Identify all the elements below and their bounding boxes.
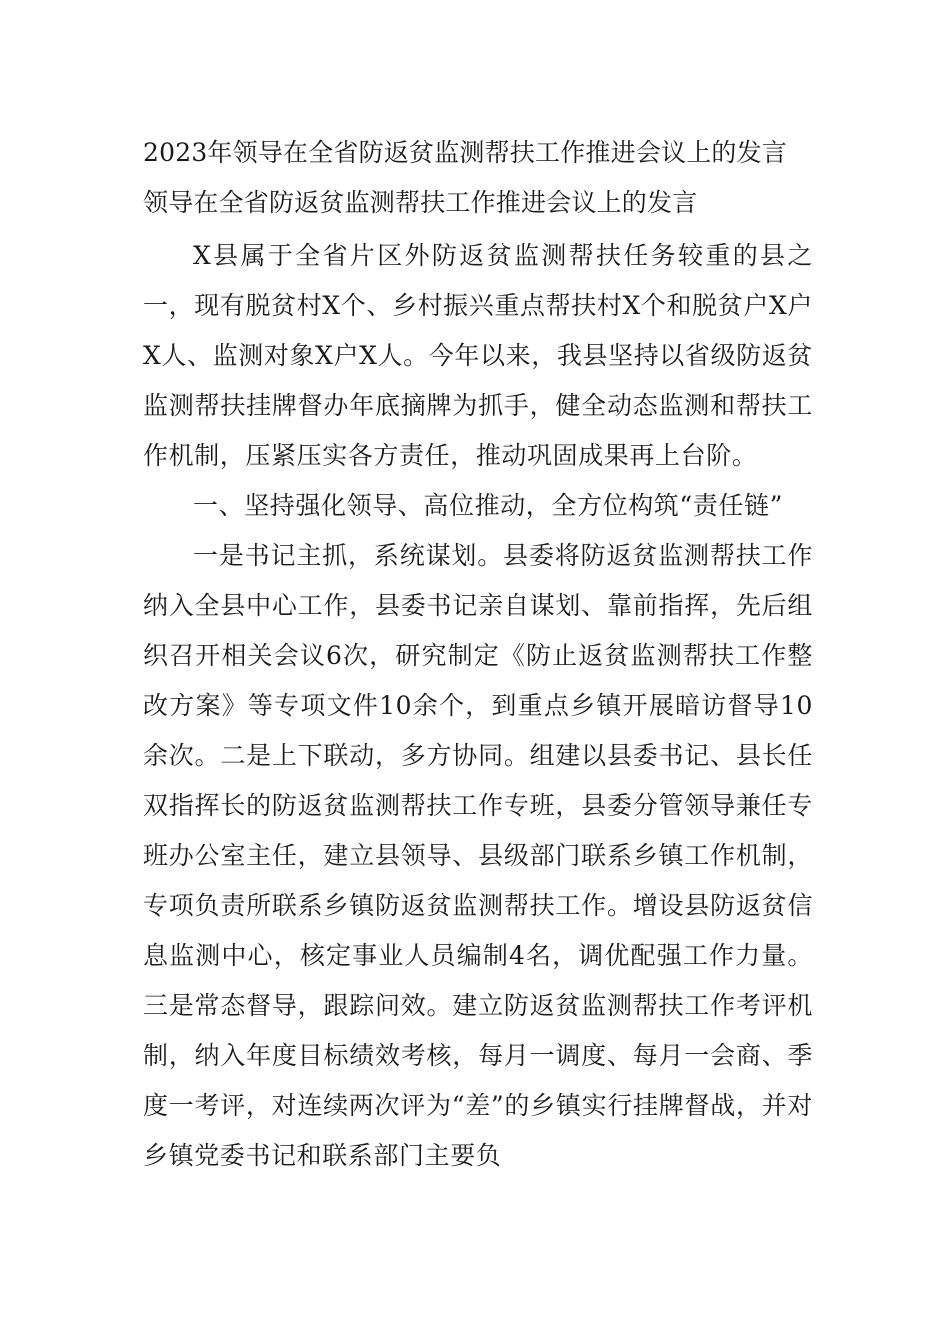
- intro-paragraph: X县属于全省片区外防返贫监测帮扶任务较重的县之一，现有脱贫村X个、乡村振兴重点帮扶村X个和脱贫户X户X人、监测对象X户X人。今年以来，我县坚持以省级防返贫监测帮扶挂牌督办年底摘牌为抓手，健全动态监测和帮扶工作机制，压紧压实各方责任，推动巩固成果再上台阶。: [143, 241, 813, 470]
- document-body: [143, 128, 813, 1181]
- section-paragraph-1: 一是书记主抓，系统谋划。县委将防返贫监测帮扶工作纳入全县中心工作，县委书记亲自谋划、靠前指挥，先后组织召开相关会议6次，研究制定《防止返贫监测帮扶工作整改方案》等专项文件10余个，到重点乡镇开展暗访督导10余次。二是上下联动，多方协同。组建以县委书记、县长任双指挥长的防返贫监测帮扶工作专班，县委分管领导兼任专班办公室主任，建立县领导、县级部门联系乡镇工作机制，专项负责所联系乡镇防返贫监测帮扶工作。增设县防返贫信息监测中心，核定事业人员编制4名，调优配强工作力量。三是常态督导，跟踪问效。建立防返贫监测帮扶工作考评机制，纳入年度目标绩效考核，每月一调度、每月一会商、季度一考评，对连续两次评为“差”的乡镇实行挂牌督战，并对乡镇党委书记和联系部门主要负: [143, 541, 813, 1170]
- document-subtitle: 领导在全省防返贫监测帮扶工作推进会议上的发言: [143, 188, 698, 217]
- section-heading-1: 一、坚持强化领导、高位推动，全方位构筑“责任链”: [193, 491, 783, 520]
- document-title: 2023年领导在全省防返贫监测帮扶工作推进会议上的发言: [143, 138, 788, 167]
